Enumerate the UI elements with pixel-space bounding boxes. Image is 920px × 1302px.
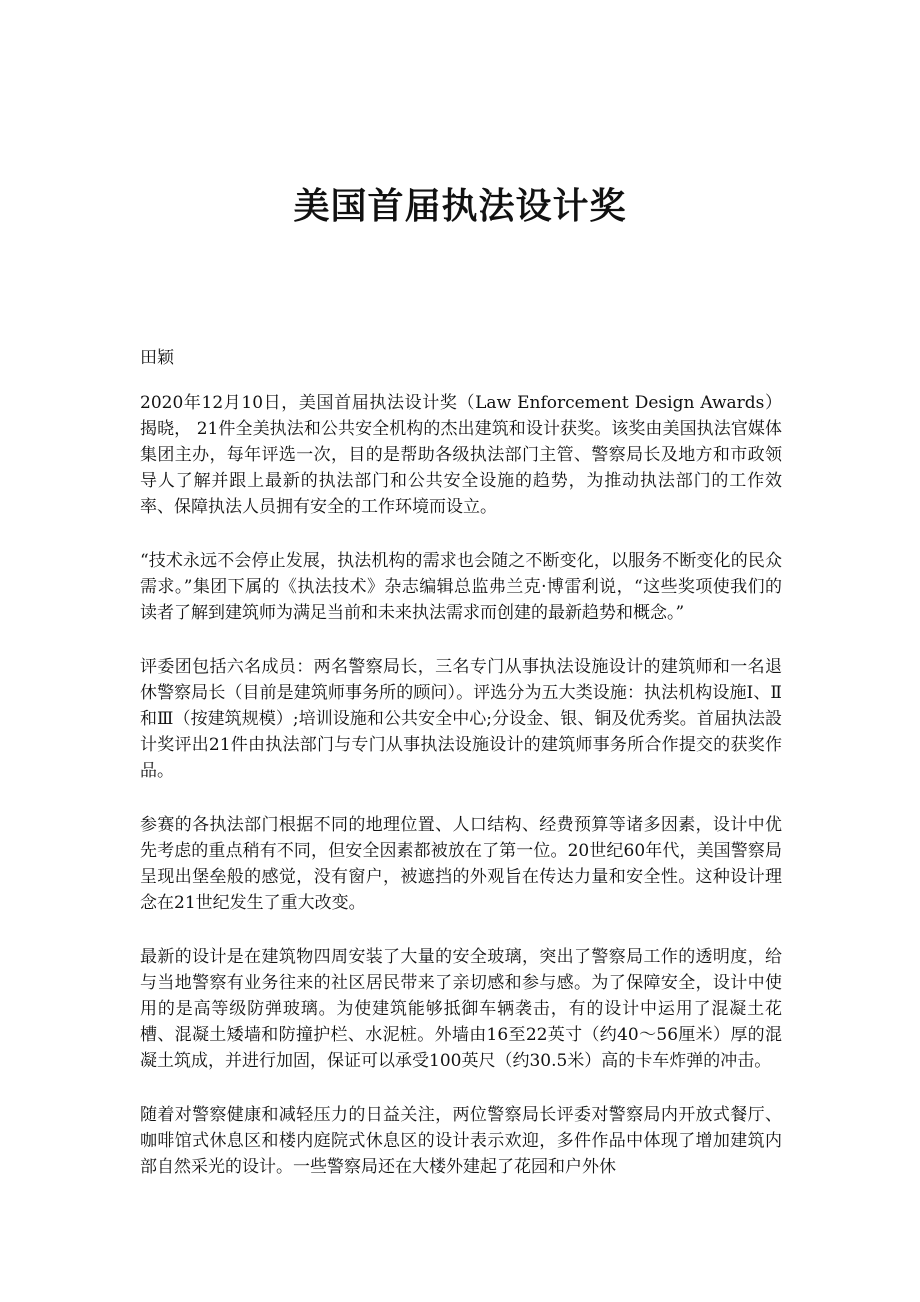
article-paragraph: 最新的设计是在建筑物四周安装了大量的安全玻璃，突出了警察局工作的透明度，给与当地警察有业务往来的社区居民带来了亲切感和参与感。为了保障安全，设计中使用的是高等级防弹玻璃。为使建筑能够抵御车辆袭击，有的设计中运用了混凝土花槽、混凝土矮墙和防撞护栏、水泥桩。外墙由16至22英寸（约40～56厘米）厚的混凝土筑成，并进行加固，保证可以承受100英尺（约30.5米）高的卡车炸弹的冲击。: [140, 947, 782, 1071]
article-title: 美国首届执法设计奖: [293, 185, 627, 227]
article-paragraph: 参赛的各执法部门根据不同的地理位置、人口结构、经费预算等诸多因素，设计中优先考虑的重点稍有不同，但安全因素都被放在了第一位。20世纪60年代，美国警察局呈现出堡垒般的感觉，没有窗户，被遮挡的外观旨在传达力量和安全性。这种设计理念在21世纪发生了重大改变。: [140, 815, 782, 913]
article-author: 田颖: [140, 348, 174, 368]
article-paragraph: 随着对警察健康和减轻压力的日益关注，两位警察局长评委对警察局内开放式餐厅、咖啡馆式休息区和楼内庭院式休息区的设计表示欢迎，多件作品中体现了增加建筑内部自然采光的设计。一些警察局还在大楼外建起了花园和户外休: [140, 1105, 782, 1177]
article-paragraph: 评委团包括六名成员：两名警察局长，三名专门从事执法设施设计的建筑师和一名退休警察局长（目前是建筑师事务所的顾问）。评选分为五大类设施：执法机构设施Ⅰ、Ⅱ和Ⅲ（按建筑规模）;培训设施和公共安全中心;分设金、银、铜及优秀奖。首届执法設计奖评出21件由执法部门与专门从事执法设施设计的建筑师事务所合作提交的获奖作品。: [140, 657, 782, 781]
article-paragraph: 2020年12月10日，美国首届执法设计奖（Law Enforcement Design Awards）揭晓， 21件全美执法和公共安全机构的杰出建筑和设计获奖。该奖由美国执法官媒体集团主办，每年评选一次，目的是帮助各级执法部门主管、警察局长及地方和市政领导人了解并跟上最新的执法部门和公共安全设施的趋势，为推动执法部门的工作效率、保障执法人员拥有安全的工作环境而设立。: [140, 393, 782, 517]
article-body: [140, 390, 782, 1208]
article-paragraph: “技术永远不会停止发展，执法机构的需求也会随之不断变化，以服务不断变化的民众需求。”集团下属的《执法技术》杂志编辑总监弗兰克·博雷利说，“这些奖项使我们的读者了解到建筑师为满足当前和未来执法需求而创建的最新趋势和概念。”: [140, 551, 782, 623]
